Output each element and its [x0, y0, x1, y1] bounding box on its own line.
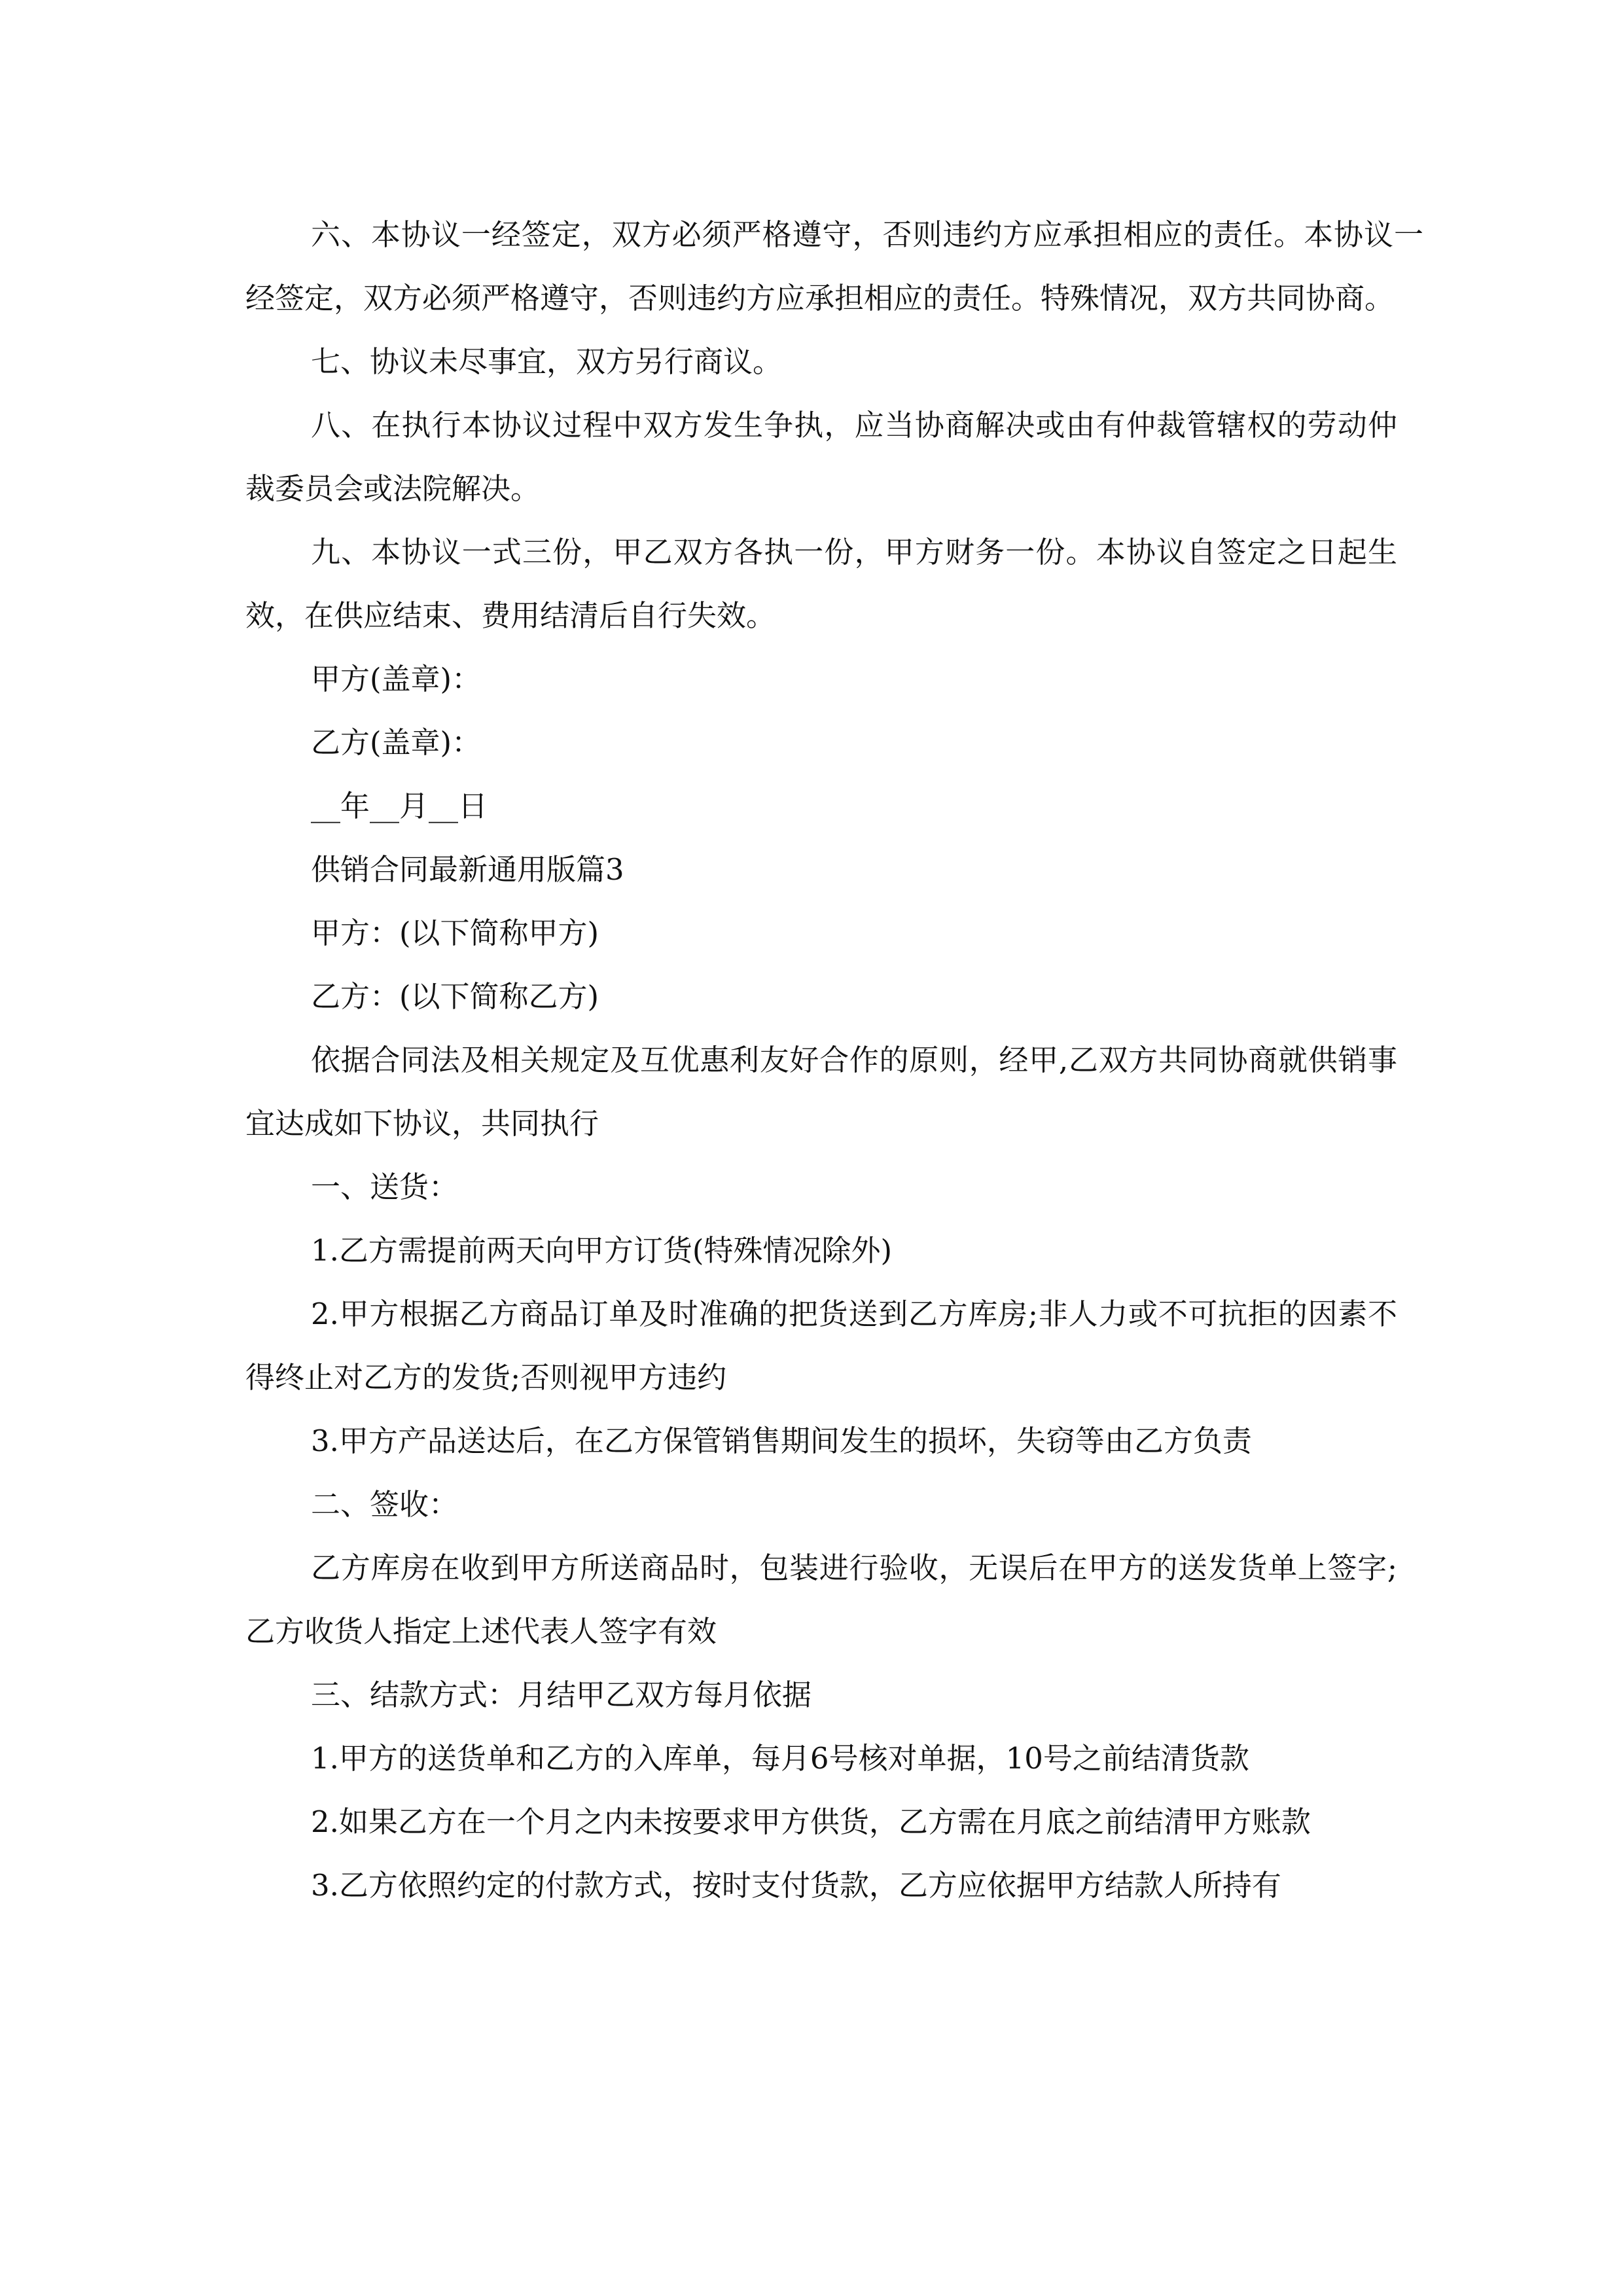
delivery-item-1: 1.乙方需提前两天向甲方订货(特殊情况除外) [311, 1233, 893, 1268]
paragraph-clause-6: 六、本协议一经签定，双方必须严格遵守，否则违约方应承担相应的责任。本协议一经签定，双方必须严格遵守，否则违约方应承担相应的责任。特殊情况，双方共同协商。 [245, 217, 1423, 315]
party-a-line: 甲方：(以下简称甲方) [311, 916, 599, 950]
date-line: __年__月__日 [311, 789, 488, 823]
paragraph-clause-8: 八、在执行本协议过程中双方发生争执，应当协商解决或由有仲裁管辖权的劳动仲裁委员会或法院解决。 [245, 408, 1397, 506]
paragraph-clause-7: 七、协议未尽事宜，双方另行商议。 [311, 344, 783, 379]
document-body [245, 203, 1423, 1917]
payment-item-2: 2.如果乙方在一个月之内未按要求甲方供货，乙方需在月底之前结清甲方账款 [311, 1804, 1311, 1839]
payment-item-1: 1.甲方的送货单和乙方的入库单，每月6号核对单据，10号之前结清货款 [311, 1741, 1249, 1776]
party-b-seal-line: 乙方(盖章)： [311, 725, 482, 760]
heading-receipt: 二、签收： [311, 1487, 459, 1522]
section-title: 供销合同最新通用版篇3 [311, 852, 624, 887]
delivery-item-3: 3.甲方产品送达后，在乙方保管销售期间发生的损坏，失窃等由乙方负责 [311, 1424, 1252, 1458]
receipt-paragraph: 乙方库房在收到甲方所送商品时，包装进行验收，无误后在甲方的送发货单上签字;乙方收货人指定上述代表人签字有效 [245, 1551, 1397, 1649]
party-b-line: 乙方：(以下简称乙方) [311, 979, 599, 1014]
preamble-paragraph: 依据合同法及相关规定及互优惠利友好合作的原则，经甲,乙双方共同协商就供销事宜达成如下协议，共同执行 [245, 1043, 1397, 1141]
heading-delivery: 一、送货： [311, 1170, 459, 1204]
paragraph-clause-9: 九、本协议一式三份，甲乙双方各执一份，甲方财务一份。本协议自签定之日起生效，在供应结束、费用结清后自行失效。 [245, 535, 1397, 633]
heading-payment: 三、结款方式：月结甲乙双方每月依据 [311, 1677, 812, 1712]
party-a-seal-line: 甲方(盖章)： [311, 662, 482, 696]
payment-item-3: 3.乙方依照约定的付款方式，按时支付货款，乙方应依据甲方结款人所持有 [311, 1868, 1281, 1903]
delivery-item-2: 2.甲方根据乙方商品订单及时准确的把货送到乙方库房;非人力或不可抗拒的因素不得终止对乙方的发货;否则视甲方违约 [245, 1297, 1397, 1395]
